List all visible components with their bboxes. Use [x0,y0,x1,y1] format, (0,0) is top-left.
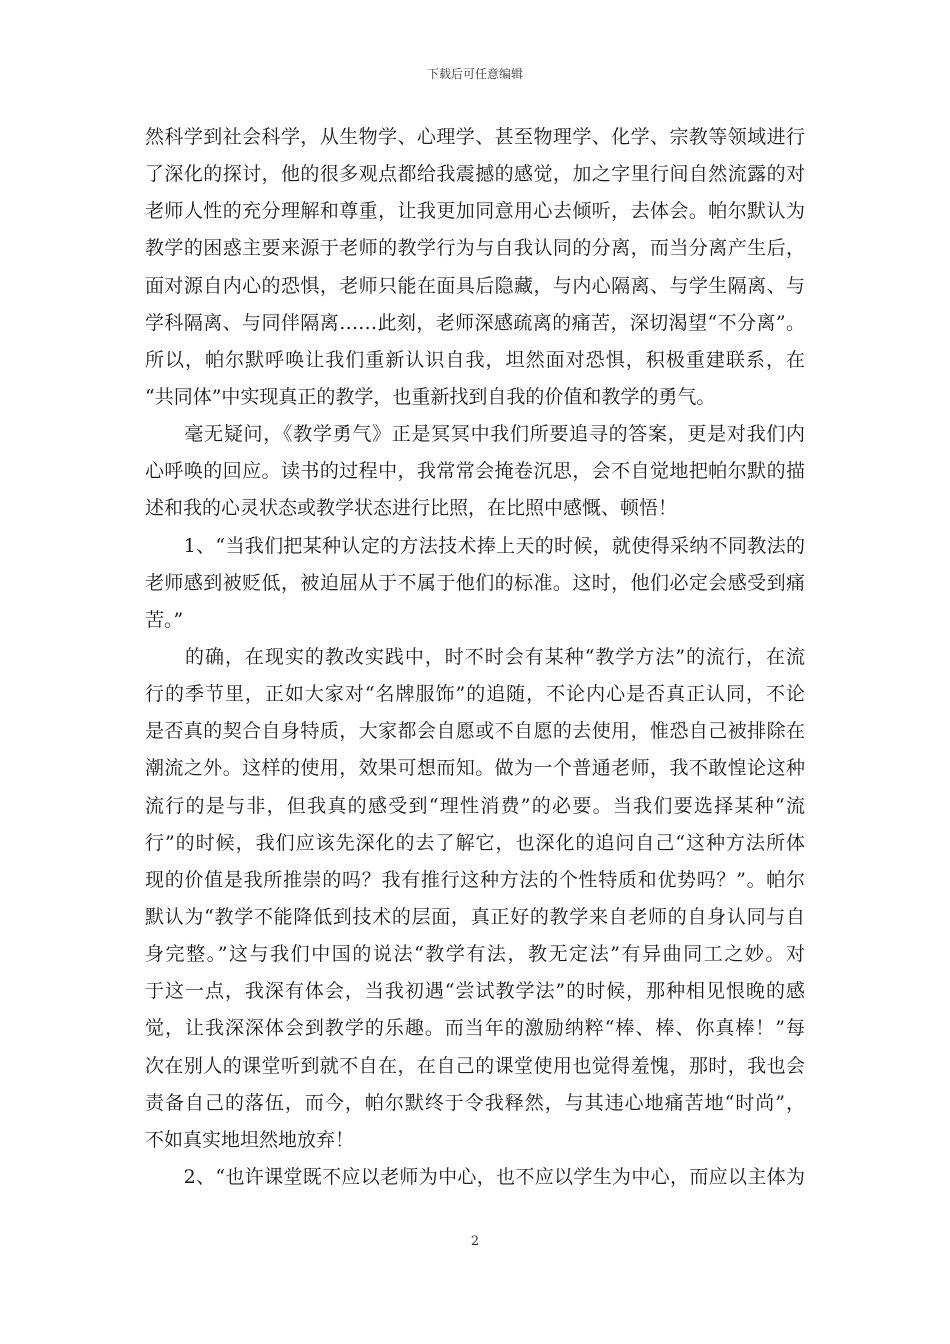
text-line: 1、“当我们把某种认定的方法技术捧上天的时候，就使得采纳不同教法的 [145,534,805,557]
text-line: 面对源自内心的恐惧，老师只能在面具后隐藏，与内心隔离、与学生隔离、与 [145,274,805,297]
text-line: 学科隔离、与同伴隔离……此刻，老师深感疏离的痛苦，深切渴望“不分离”。 [145,311,805,334]
page-number: 2 [470,1234,480,1249]
text-line: 心呼唤的回应。读书的过程中，我常常会掩卷沉思，会不自觉地把帕尔默的描 [145,460,805,483]
text-line: 所以，帕尔默呼唤让我们重新认识自我，坦然面对恐惧，积极重建联系，在 [145,348,805,371]
text-line: 行的季节里，正如大家对“名牌服饰”的追随，不论内心是否真正认同，不论 [145,683,805,706]
text-line: 苦。” [145,608,184,631]
text-line: 流行的是与非，但我真的感受到“理性消费”的必要。当我们要选择某种“流 [145,794,805,817]
text-line: 然科学到社会科学，从生物学、心理学、甚至物理学、化学、宗教等领域进行 [145,126,805,148]
text-line: 潮流之外。这样的使用，效果可想而知。做为一个普通老师，我不敢惶论这种 [145,757,805,780]
text-line: 于这一点，我深有体会，当我初遇“尝试教学法”的时候，那种相见恨晚的感 [145,980,805,1003]
text-line: 2、“也许课堂既不应以老师为中心，也不应以学生为中心，而应以主体为 [145,1165,805,1188]
text-line: 现的价值是我所推崇的吗？我有推行这种方法的个性特质和优势吗？”。帕尔 [145,868,805,891]
text-line: 身完整。”这与我们中国的说法“教学有法，教无定法”有异曲同工之妙。对 [145,943,805,966]
text-line: 次在别人的课堂听到就不自在，在自己的课堂使用也觉得羞愧，那时，我也会 [145,1054,805,1077]
page-header: 下载后可任意编辑 [426,67,523,81]
text-line: 老师感到被贬低，被迫屈从于不属于他们的标准。这时，他们必定会感受到痛 [145,571,805,594]
text-line: 默认为“教学不能降低到技术的层面，真正好的教学来自老师的自身认同与自 [145,905,805,928]
text-line: 觉，让我深深体会到教学的乐趣。而当年的激励纳粹“棒、棒、你真棒！”每 [145,1017,805,1040]
text-line: 行”的时候，我们应该先深化的去了解它，也深化的追问自己“这种方法所体 [145,831,805,854]
text-line: 的确，在现实的教改实践中，时不时会有某种“教学方法”的流行，在流 [145,645,805,668]
text-line: 是否真的契合自身特质，大家都会自愿或不自愿的去使用，惟恐自己被排除在 [145,720,805,743]
text-line: 教学的困惑主要来源于老师的教学行为与自我认同的分离，而当分离产生后， [145,237,805,260]
text-line: 责备自己的落伍，而今，帕尔默终于令我释然，与其违心地痛苦地“时尚”， [145,1091,805,1114]
document-body [145,119,805,1196]
text-line: “共同体”中实现真正的教学，也重新找到自我的价值和教学的勇气。 [145,385,716,408]
text-line: 不如真实地坦然地放弃！ [145,1128,355,1151]
text-line: 了深化的探讨，他的很多观点都给我震撼的感觉，加之字里行间自然流露的对 [145,163,805,186]
text-line: 老师人性的充分理解和尊重，让我更加同意用心去倾听，去体会。帕尔默认为 [145,200,805,223]
text-line: 毫无疑问，《教学勇气》正是冥冥中我们所要追寻的答案，更是对我们内 [145,423,805,446]
text-line: 述和我的心灵状态或教学状态进行比照，在比照中感慨、顿悟！ [145,497,678,520]
